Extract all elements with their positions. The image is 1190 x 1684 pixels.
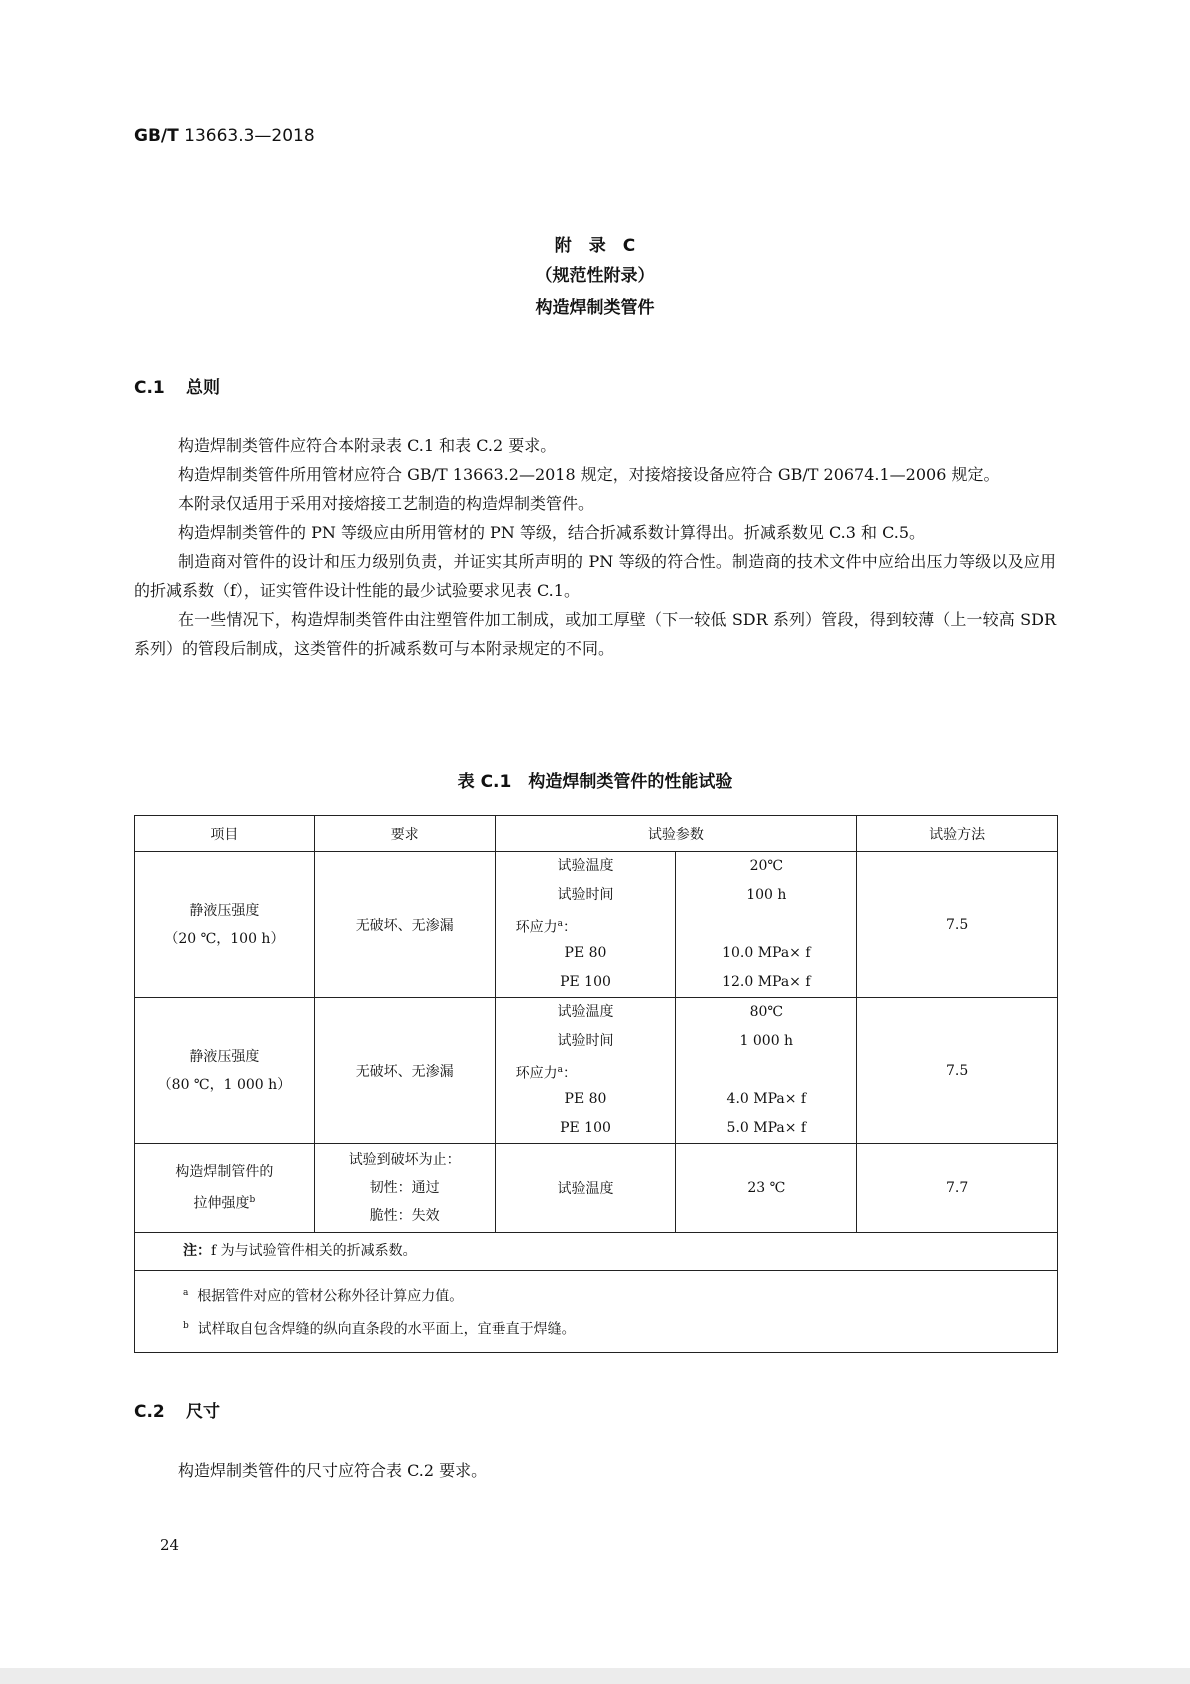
header-item: 项目 bbox=[135, 816, 315, 852]
param-value: 12.0 MPa× f bbox=[722, 974, 811, 990]
param-name: PE 80 bbox=[564, 1091, 607, 1107]
param-name: 试验温度 bbox=[557, 858, 614, 874]
requirement-line: 韧性：通过 bbox=[369, 1180, 440, 1196]
header-params: 试验参数 bbox=[495, 816, 857, 852]
paragraph: 构造焊制类管件所用管材应符合 GB/T 13663.2—2018 规定，对接熔接设备应符合 GB/T 20674.1—2006 规定。 bbox=[178, 465, 1000, 484]
param-name-cell: 试验温度 bbox=[495, 1144, 676, 1233]
method-cell: 7.5 bbox=[857, 998, 1058, 1144]
param-name: PE 100 bbox=[560, 1120, 611, 1136]
param-value: 20℃ bbox=[749, 858, 784, 874]
param-value: 4.0 MPa× f bbox=[726, 1091, 807, 1107]
item-line: （80 ℃，1 000 h） bbox=[157, 1076, 292, 1093]
header-requirement: 要求 bbox=[314, 816, 495, 852]
param-name: 试验温度 bbox=[557, 1004, 614, 1020]
paragraph: 本附录仅适用于采用对接熔接工艺制造的构造焊制类管件。 bbox=[178, 494, 595, 513]
section-number: C.2 bbox=[134, 1402, 165, 1422]
requirement-line: 脆性：失效 bbox=[369, 1208, 440, 1224]
section-title: 尺寸 bbox=[186, 1402, 220, 1422]
item-cell bbox=[135, 1144, 315, 1233]
param-value: 80℃ bbox=[749, 1004, 784, 1020]
requirement-cell: 无破坏、无渗漏 bbox=[314, 852, 495, 998]
header-method: 试验方法 bbox=[857, 816, 1058, 852]
param-value: 10.0 MPa× f bbox=[722, 945, 811, 961]
param-value: 1 000 h bbox=[739, 1033, 794, 1049]
appendix-type: （规范性附录） bbox=[535, 266, 655, 286]
section-title: 总则 bbox=[186, 378, 220, 398]
param-name: PE 100 bbox=[560, 974, 611, 990]
param-name: 试验时间 bbox=[557, 1033, 614, 1049]
method-cell: 7.7 bbox=[857, 1144, 1058, 1233]
paragraph: 构造焊制类管件应符合本附录表 C.1 和表 C.2 要求。 bbox=[178, 436, 557, 455]
requirement-cell: 无破坏、无渗漏 bbox=[314, 998, 495, 1144]
table-row bbox=[135, 852, 1058, 998]
requirement-cell bbox=[314, 1144, 495, 1233]
section-c2-heading bbox=[134, 1397, 220, 1422]
appendix-subject: 构造焊制类管件 bbox=[535, 298, 655, 318]
param-value-cell bbox=[676, 852, 857, 998]
table-row bbox=[135, 998, 1058, 1144]
param-value-cell: 23 ℃ bbox=[676, 1144, 857, 1233]
param-value-cell bbox=[676, 998, 857, 1144]
param-value: 5.0 MPa× f bbox=[726, 1120, 807, 1136]
table-footnotes bbox=[135, 1271, 1058, 1353]
section-c1-body bbox=[134, 431, 1056, 663]
standard-prefix: GB/T bbox=[134, 126, 179, 146]
item-cell bbox=[135, 998, 315, 1144]
table-caption: 表 C.1 构造焊制类管件的性能试验 bbox=[457, 772, 733, 792]
param-value bbox=[676, 1056, 856, 1085]
note-text: f 为与试验管件相关的折减系数。 bbox=[211, 1243, 417, 1259]
item-line: 静液压强度 bbox=[189, 902, 260, 919]
param-name-cell bbox=[495, 852, 676, 998]
section-c1-heading bbox=[134, 373, 220, 398]
item-line: （20 ℃，100 h） bbox=[164, 930, 285, 947]
table-row bbox=[135, 1144, 1058, 1233]
param-value bbox=[676, 910, 856, 939]
note-label: 注： bbox=[183, 1243, 211, 1259]
requirement-line: 试验到破坏为止： bbox=[348, 1152, 461, 1168]
table-note bbox=[135, 1233, 1058, 1271]
param-name-cell bbox=[495, 998, 676, 1144]
param-name: 试验时间 bbox=[557, 887, 614, 903]
param-value: 100 h bbox=[746, 887, 787, 903]
paragraph: 在一些情况下，构造焊制类管件由注塑管件加工制成，或加工厚壁（下一较低 SDR 系列）管段，得到较薄（上一较高 SDR 系列）的管段后制成，这类管件的折减系数可与本附录规定的不同。 bbox=[134, 610, 1056, 658]
footnote-a: $^a$ 根据管件对应的管材公称外径计算应力值。 bbox=[183, 1288, 464, 1305]
performance-test-table bbox=[134, 815, 1058, 1353]
section-c2-body bbox=[134, 1456, 1056, 1485]
paragraph: 构造焊制类管件的尺寸应符合表 C.2 要求。 bbox=[178, 1461, 488, 1480]
table-note-row bbox=[135, 1233, 1058, 1271]
appendix-title: 附 录 C bbox=[554, 236, 636, 256]
page-bottom-edge bbox=[0, 1668, 1190, 1684]
param-name: PE 80 bbox=[564, 945, 607, 961]
item-cell bbox=[135, 852, 315, 998]
table-footnote-row bbox=[135, 1271, 1058, 1353]
paragraph: 构造焊制类管件的 PN 等级应由所用管材的 PN 等级，结合折减系数计算得出。折减系数见 C.3 和 C.5。 bbox=[178, 523, 926, 542]
item-line: 拉伸强度$^b$ bbox=[193, 1195, 256, 1212]
method-cell: 7.5 bbox=[857, 852, 1058, 998]
table-header-row bbox=[135, 816, 1058, 852]
section-number: C.1 bbox=[134, 378, 165, 398]
standard-number: 13663.3—2018 bbox=[184, 126, 315, 146]
item-line: 静液压强度 bbox=[189, 1048, 260, 1065]
document-header bbox=[134, 126, 315, 146]
footnote-b: $^b$ 试样取自包含焊缝的纵向直条段的水平面上，宜垂直于焊缝。 bbox=[183, 1320, 576, 1338]
paragraph: 制造商对管件的设计和压力级别负责，并证实其所声明的 PN 等级的符合性。制造商的技术文件中应给出压力等级以及应用的折减系数（f），证实管件设计性能的最少试验要求见表 C.1。 bbox=[134, 552, 1056, 600]
param-name: 环应力$^a$： bbox=[515, 919, 577, 936]
item-line: 构造焊制管件的 bbox=[175, 1164, 274, 1181]
param-name: 环应力$^a$： bbox=[515, 1065, 577, 1082]
page-number: 24 bbox=[160, 1536, 180, 1554]
